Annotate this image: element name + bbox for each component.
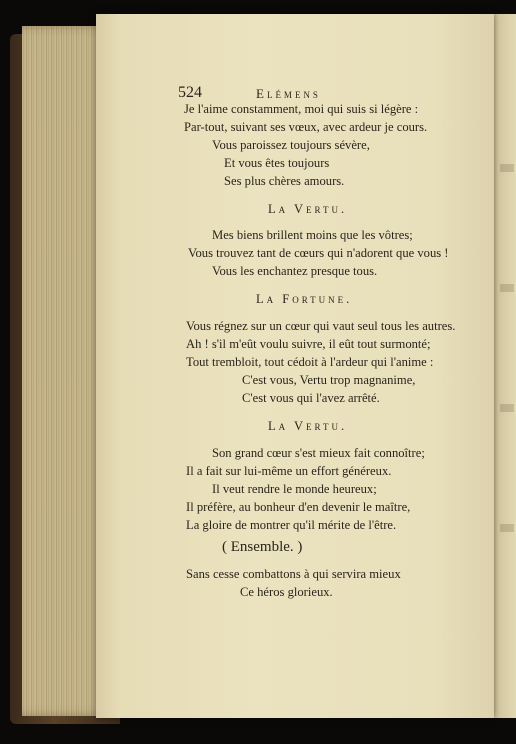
verse-line: Et vous êtes toujours xyxy=(224,156,330,170)
ensemble-heading: ( Ensemble. ) xyxy=(222,539,303,555)
verse-line: Ah ! s'il m'eût voulu suivre, il eût tout surmonté; xyxy=(186,337,431,351)
running-title: Elémens xyxy=(256,86,321,101)
verse-line: Son grand cœur s'est mieux fait connoître; xyxy=(212,446,425,460)
verse-line: Vous paroissez toujours sévère, xyxy=(212,138,370,152)
verse-line: C'est vous qui l'avez arrêté. xyxy=(242,391,380,405)
speaker-heading: La Vertu. xyxy=(268,202,348,216)
verse-line: Vous régnez sur un cœur qui vaut seul tous les autres. xyxy=(186,319,456,333)
verse-line: Mes biens brillent moins que les vôtres; xyxy=(212,228,413,242)
facing-page-edge xyxy=(494,14,516,718)
verse-line: Ce héros glorieux. xyxy=(240,585,333,599)
verse-line: Vous les enchantez presque tous. xyxy=(212,264,378,278)
verse-line: Tout trembloit, tout cédoit à l'ardeur qui l'anime : xyxy=(186,355,434,369)
verse-line: Je l'aime constamment, moi qui suis si légère : xyxy=(184,102,419,116)
page-content xyxy=(96,14,494,718)
verse-line: La gloire de montrer qu'il mérite de l'être. xyxy=(186,518,397,532)
book-page xyxy=(96,14,494,718)
verse-line: Il préfère, au bonheur d'en devenir le maître, xyxy=(186,500,411,514)
speaker-heading: La Fortune. xyxy=(256,292,353,306)
verse-line: Il veut rendre le monde heureux; xyxy=(212,482,377,496)
verse-line: Par-tout, suivant ses vœux, avec ardeur je cours. xyxy=(184,120,428,134)
speaker-heading: La Vertu. xyxy=(268,419,348,433)
verse-line: Vous trouvez tant de cœurs qui n'adorent que vous ! xyxy=(188,246,449,260)
verse-line: Sans cesse combattons à qui servira mieux xyxy=(186,567,401,581)
verse-line: C'est vous, Vertu trop magnanime, xyxy=(242,373,416,387)
page-number: 524 xyxy=(178,84,202,101)
verse-line: Ses plus chères amours. xyxy=(224,174,345,188)
verse-line: Il a fait sur lui-même un effort généreux. xyxy=(186,464,392,478)
